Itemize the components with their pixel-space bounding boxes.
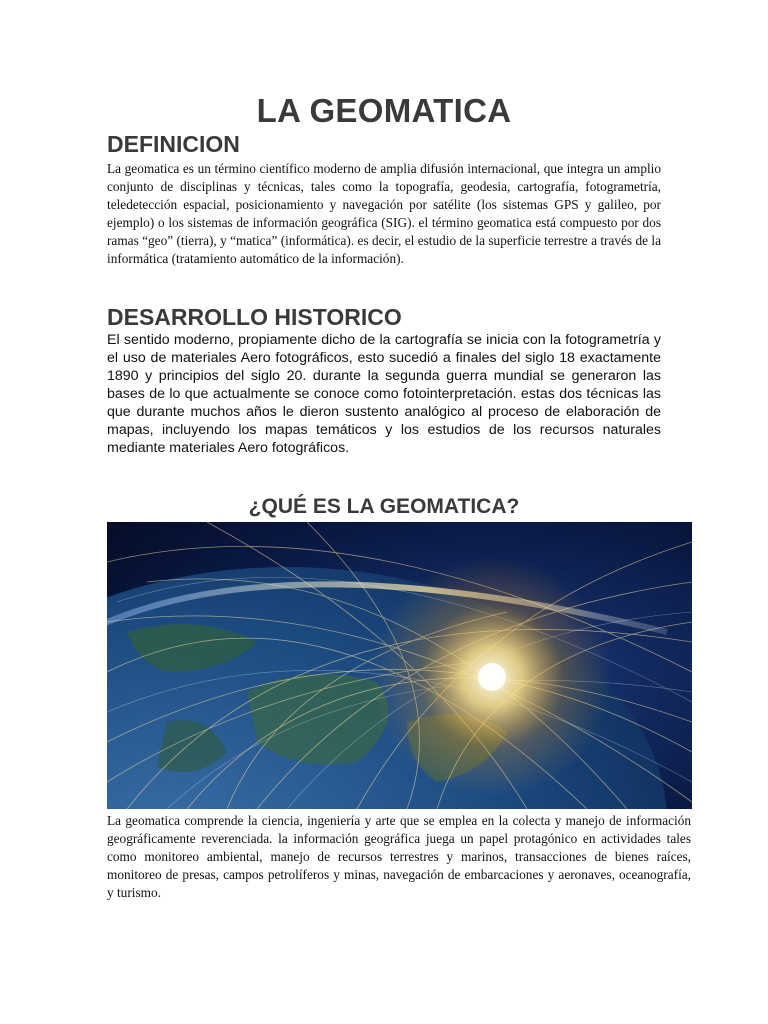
section-body-definicion: La geomatica es un término científico moderno de amplia difusión internacional, que integra un amplio conjunto de disciplinas y técnicas, tales como la topografía, geodesia, cartografía, fotogrametría, teledetección espacial, posicionamiento y navegación por satélite (los sistemas GPS y galileo, por ejemplo) o los sistemas de información geográfica (SIG). el término geomatica está compuesto por dos ramas “geo” (tierra), y “matica” (informática). es decir, el estudio de la superficie terrestre a través de la informática (tratamiento automático de la información). [107, 161, 661, 266]
section-heading-que-es: ¿QUÉ ES LA GEOMATICA? [248, 495, 520, 518]
section-body-que-es: La geomatica comprende la ciencia, ingeniería y arte que se emplea en la colecta y manejo de información geográficamente reverenciada. la información geográfica juega un papel protagónico en actividades tales como monitoreo ambiental, manejo de recursos terrestres y marinos, transacciones de bienes raíces, monitoreo de presas, campos petrolíferos y minas, navegación de embarcaciones y aeronaves, oceanografía, y turismo. [107, 813, 691, 900]
section-body-desarrollo: El sentido moderno, propiamente dicho de la cartografía se inicia con la fotogrametría y el uso de materiales Aero fotográficos, esto sucedió a finales del siglo 18 exactamente 1890 y principios del siglo 20. durante la segunda guerra mundial se generaron las bases de lo que actualmente se conoce como fotointerpretación. estas dos técnicas las que durante muchos años le dieron sustento analógico al proceso de elaboración de mapas, incluyendo los mapas temáticos y los estudios de los recursos naturales mediante materiales Aero fotográficos. [107, 332, 661, 456]
earth-network-image [107, 522, 692, 809]
section-heading-desarrollo: DESARROLLO HISTORICO [107, 304, 402, 330]
document-title: LA GEOMATICA [256, 92, 512, 129]
section-heading-definicion: DEFINICION [107, 131, 240, 157]
